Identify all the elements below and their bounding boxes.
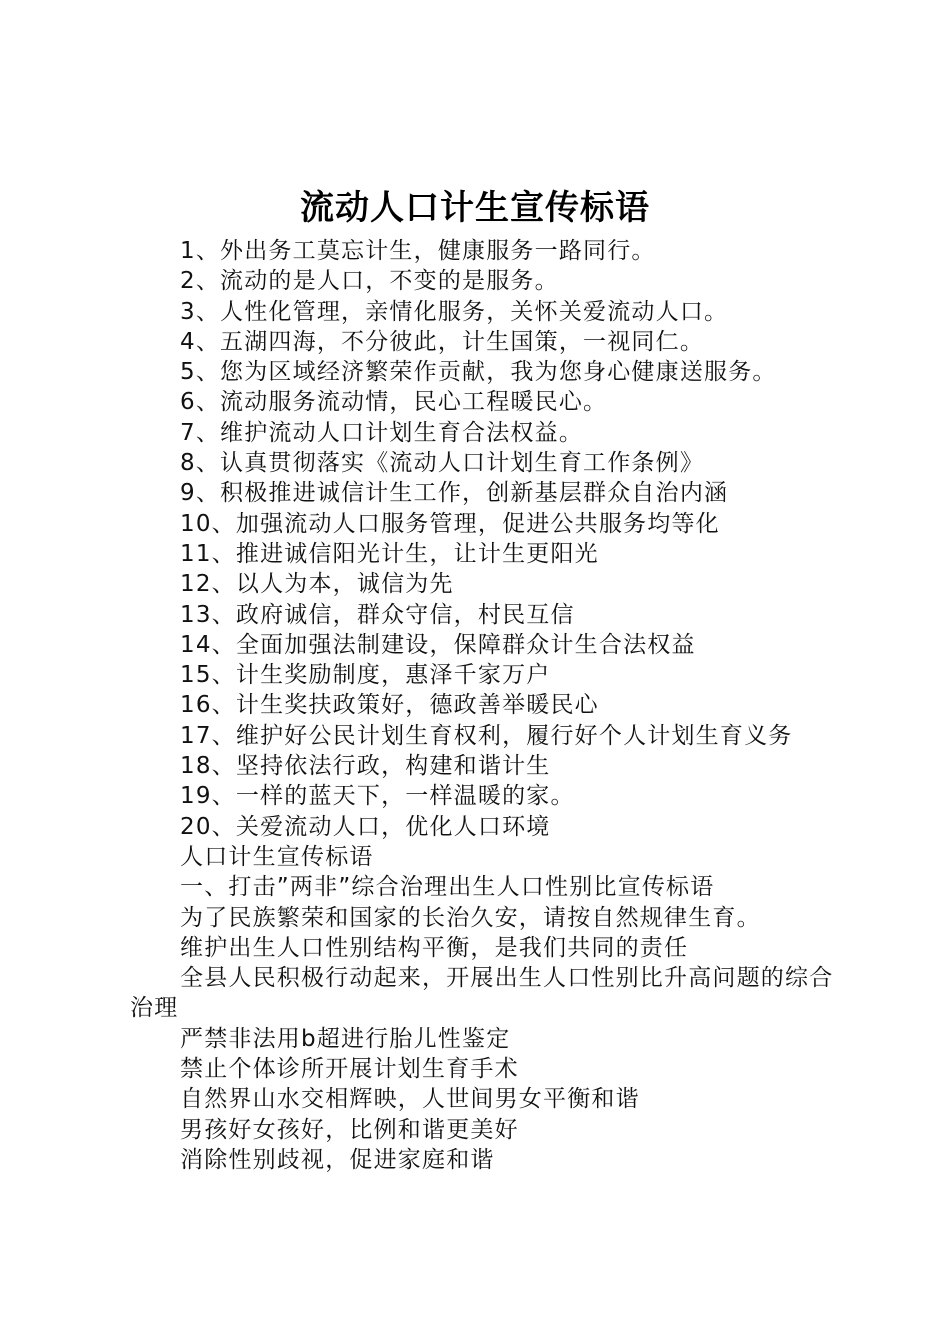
paragraph: 8、认真贯彻落实《流动人口计划生育工作条例》 — [180, 450, 705, 477]
paragraph: 13、政府诚信，群众守信，村民互信 — [180, 601, 575, 628]
paragraph: 男孩好女孩好，比例和谐更美好 — [180, 1116, 519, 1143]
document-body — [130, 236, 842, 1175]
paragraph: 17、维护好公民计划生育权利，履行好个人计划生育义务 — [180, 722, 793, 749]
paragraph: 9、积极推进诚信计生工作，创新基层群众自治内涵 — [180, 480, 729, 507]
paragraph: 6、流动服务流动情，民心工程暖民心。 — [180, 389, 608, 416]
paragraph: 5、您为区域经济繁荣作贡献，我为您身心健康送服务。 — [180, 359, 777, 386]
paragraph: 15、计生奖励制度，惠泽千家万户 — [180, 662, 551, 689]
section-heading: 人口计生宣传标语 — [180, 843, 374, 870]
paragraph: 20、关爱流动人口，优化人口环境 — [180, 813, 551, 840]
paragraph: 16、计生奖扶政策好，德政善举暖民心 — [180, 692, 599, 719]
paragraph: 7、维护流动人口计划生育合法权益。 — [180, 419, 584, 446]
paragraph: 3、人性化管理，亲情化服务，关怀关爱流动人口。 — [180, 298, 729, 325]
section-subheading: 一、打击”两非”综合治理出生人口性别比宣传标语 — [180, 874, 715, 901]
document-title: 流动人口计生宣传标语 — [300, 188, 650, 228]
paragraph: 消除性别歧视，促进家庭和谐 — [180, 1146, 495, 1173]
paragraph: 14、全面加强法制建设，保障群众计生合法权益 — [180, 631, 696, 658]
paragraph: 10、加强流动人口服务管理，促进公共服务均等化 — [180, 510, 720, 537]
paragraph: 自然界山水交相辉映，人世间男女平衡和谐 — [180, 1086, 640, 1113]
paragraph: 1、外出务工莫忘计生，健康服务一路同行。 — [180, 238, 656, 264]
paragraph: 19、一样的蓝天下，一样温暖的家。 — [180, 783, 575, 810]
paragraph: 为了民族繁荣和国家的长治久安，请按自然规律生育。 — [180, 904, 761, 931]
paragraph: 禁止个体诊所开展计划生育手术 — [180, 1056, 519, 1083]
paragraph: 维护出生人口性别结构平衡，是我们共同的责任 — [180, 934, 689, 961]
paragraph: 18、坚持依法行政，构建和谐计生 — [180, 753, 551, 780]
paragraph: 全县人民积极行动起来，开展出生人口性别比升高问题的综合治理 — [130, 965, 834, 1022]
paragraph: 4、五湖四海，不分彼此，计生国策，一视同仁。 — [180, 328, 705, 355]
paragraph: 11、推进诚信阳光计生，让计生更阳光 — [180, 540, 599, 567]
paragraph: 严禁非法用b超进行胎儿性鉴定 — [180, 1025, 511, 1052]
paragraph: 2、流动的是人口，不变的是服务。 — [180, 268, 559, 295]
paragraph: 12、以人为本，诚信为先 — [180, 571, 454, 598]
